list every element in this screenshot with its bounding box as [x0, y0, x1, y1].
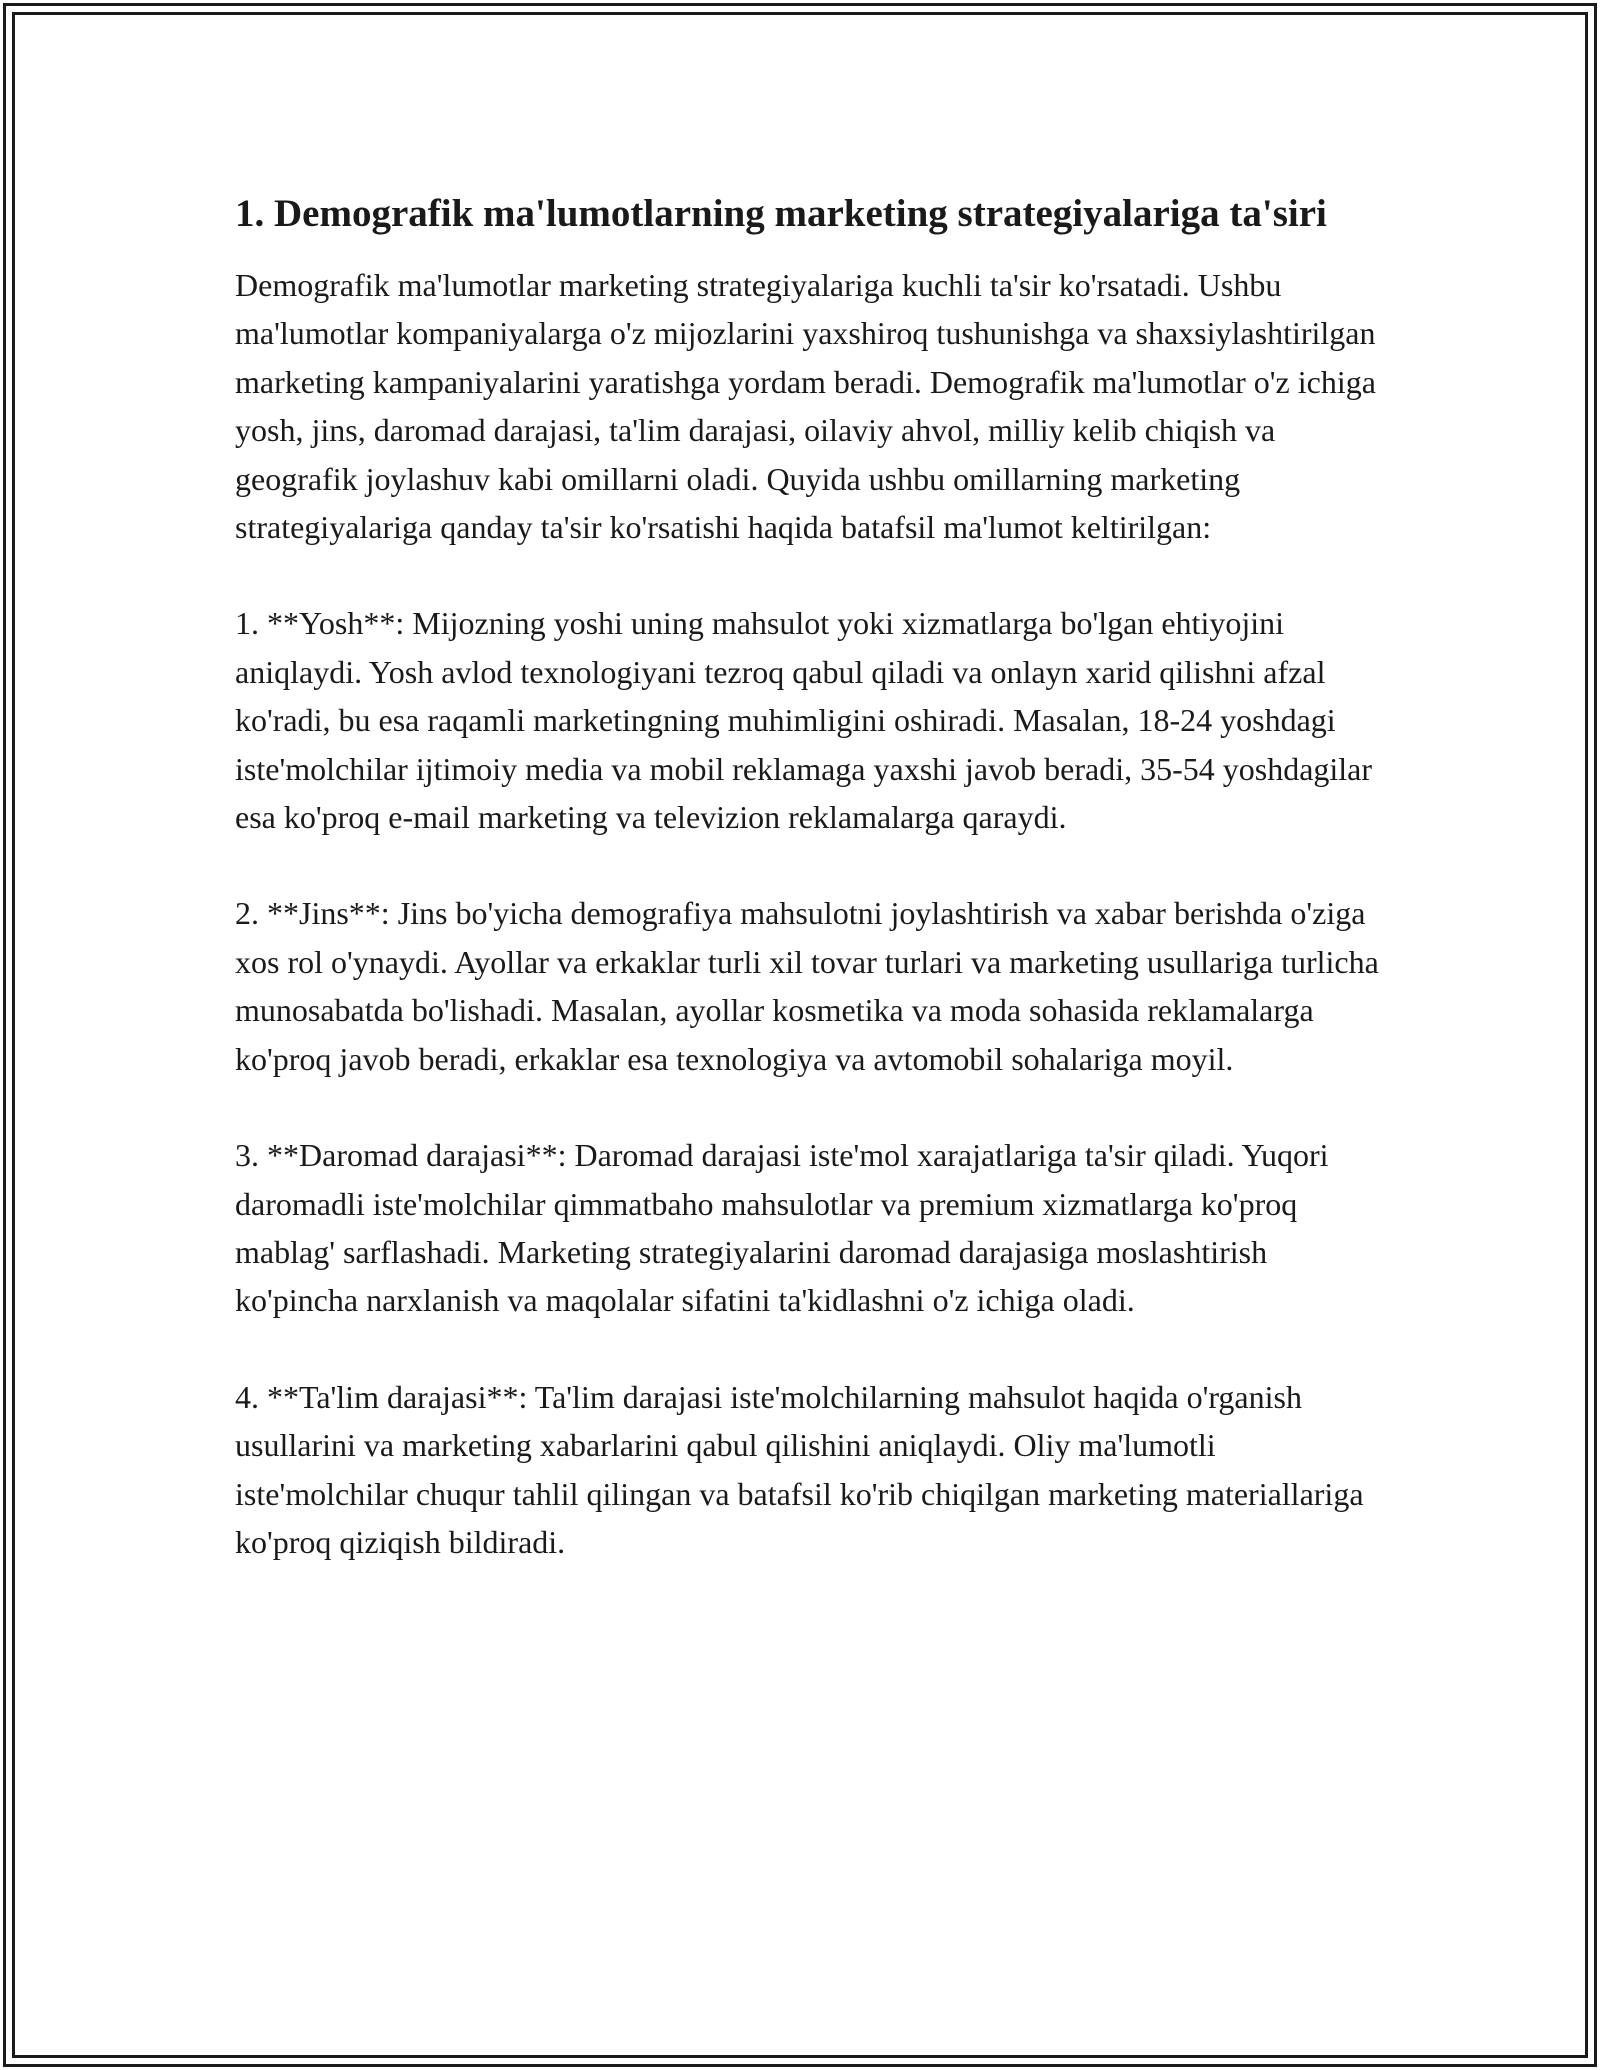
intro-paragraph: Demografik ma'lumotlar marketing strategiyalariga kuchli ta'sir ko'rsatadi. Ushbu ma'lumotlar kompaniyalarga o'z mijozlarini yaxshiroq tushunishga va shaxsiylashtirilgan marketing kampaniyalarini yaratishga yordam beradi. Demografik ma'lumotlar o'z ichiga yosh, jins, daromad darajasi, ta'lim darajasi, oilaviy ahvol, milliy kelib chiqish va geografik joylashuv kabi omillarni oladi. Quyida ushbu omillarning marketing strategiyalariga qanday ta'sir ko'rsatishi haqida batafsil ma'lumot keltirilgan:: [235, 267, 1376, 546]
list-item-gender: 2. **Jins**: Jins bo'yicha demografiya mahsulotni joylashtirish va xabar berishda o'ziga xos rol o'ynaydi. Ayollar va erkaklar turli xil tovar turlari va marketing usullariga turlicha munosabatda bo'lishadi. Masalan, ayollar kosmetika va moda sohasida reklamalarga ko'proq javob beradi, erkaklar esa texnologiya va avtomobil sohalariga moyil.: [235, 895, 1379, 1077]
document-body: [235, 186, 1395, 1566]
list-item-income: 3. **Daromad darajasi**: Daromad darajasi iste'mol xarajatlariga ta'sir qiladi. Yuqori daromadli iste'molchilar qimmatbaho mahsulotlar va premium xizmatlarga ko'proq mablag' sarflashadi. Marketing strategiyalarini daromad darajasiga moslashtirish ko'pincha narxlanish va maqolalar sifatini ta'kidlashni o'z ichiga oladi.: [235, 1137, 1329, 1319]
list-item-education: 4. **Ta'lim darajasi**: Ta'lim darajasi iste'molchilarning mahsulot haqida o'rganish usullarini va marketing xabarlarini qabul qilishini aniqlaydi. Oliy ma'lumotli iste'molchilar chuqur tahlil qilingan va batafsil ko'rib chiqilgan marketing materiallariga ko'proq qiziqish bildiradi.: [235, 1378, 1364, 1560]
section-title: 1. Demografik ma'lumotlarning marketing strategiyalariga ta'siri: [235, 192, 1327, 235]
list-item-age: 1. **Yosh**: Mijozning yoshi uning mahsulot yoki xizmatlarga bo'lgan ehtiyojini aniqlaydi. Yosh avlod texnologiyani tezroq qabul qiladi va onlayn xarid qilishni afzal ko'radi, bu esa raqamli marketingning muhimligini oshiradi. Masalan, 18-24 yoshdagi iste'molchilar ijtimoiy media va mobil reklamaga yaxshi javob beradi, 35-54 yoshdagilar esa ko'proq e-mail marketing va televizion reklamalarga qaraydi.: [235, 605, 1373, 836]
